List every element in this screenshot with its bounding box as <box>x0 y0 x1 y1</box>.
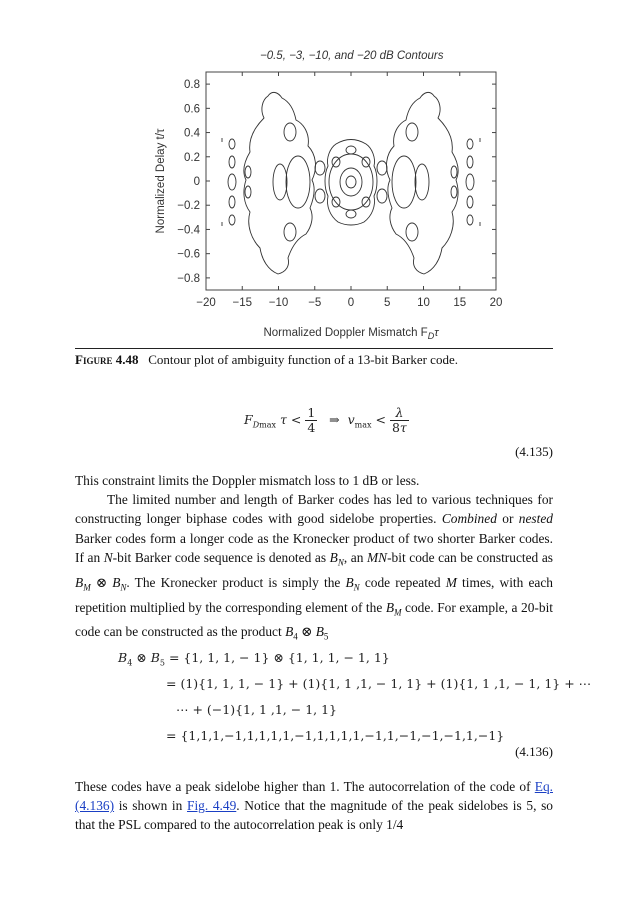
contour-ring <box>406 123 418 141</box>
contour-ring <box>377 161 387 175</box>
x-tick-label: −20 <box>196 297 216 309</box>
contour-ring <box>228 174 236 190</box>
plot-frame <box>206 72 496 290</box>
contour-ring <box>284 123 296 141</box>
equation-4-135: $F_{Dmax}$ τ < $\frac{1}{4}$ ⇒ $v_{max}$ < $\frac{\lambda}{8\tau}$ <box>244 405 407 435</box>
paragraph: This constraint limits the Doppler mismatch loss to 1 dB or less. <box>75 473 420 488</box>
contour-ring <box>229 215 235 225</box>
contour-central <box>325 140 377 226</box>
caption-rule <box>75 348 553 349</box>
y-tick-label: 0.6 <box>184 103 200 116</box>
contour-ring <box>229 196 235 208</box>
x-tick-label: 15 <box>453 297 467 309</box>
contour-ring <box>315 189 325 203</box>
equation-number: (4.135) <box>515 444 553 459</box>
caption-label: Figure 4.48 <box>75 352 139 367</box>
body-text <box>75 777 553 835</box>
x-tick-label: 10 <box>417 297 430 309</box>
equation-4-136-line1: $B_4$ ⊗ $B_5 = \{1$, 1, 1, − 1} ⊗ {1, 1, 1, − 1, 1} <box>118 650 390 668</box>
contour-ring <box>346 176 356 188</box>
contour-ring <box>406 223 418 241</box>
contour-ring <box>346 146 356 154</box>
figure-title: −0.5, −3, −10, and −20 dB Contours <box>260 50 444 62</box>
contour-ring <box>229 156 235 168</box>
equation-number: (4.136) <box>515 744 553 759</box>
equation-link[interactable]: Eq. (4.136) <box>75 779 553 814</box>
contour-ring <box>451 186 457 198</box>
contour-ring <box>340 168 362 196</box>
axis-ticks <box>177 72 502 309</box>
equation-4-136-line4: = {1,1,1,−1,1,1,1,1,−1,1,1,1,1,−1,1,−1,−1,−1,1,−1} <box>166 728 505 743</box>
y-tick-label: 0.4 <box>184 127 200 140</box>
x-tick-label: −15 <box>232 297 253 309</box>
x-tick-label: 20 <box>489 297 503 309</box>
y-tick-label: −0.8 <box>177 272 200 285</box>
x-axis-label: Normalized Doppler Mismatch $F_D\tau$ <box>263 327 439 341</box>
figure-link[interactable]: Fig. 4.49 <box>187 798 237 814</box>
contour-ring <box>245 166 251 178</box>
contour-ring <box>245 186 251 198</box>
caption-text: Contour plot of ambiguity function of a 13-bit Barker code. <box>148 352 458 367</box>
contour-ring <box>329 154 373 210</box>
y-tick-label: −0.2 <box>177 200 200 213</box>
contour-ring <box>467 215 473 225</box>
x-tick-label: −10 <box>268 297 289 309</box>
equation-4-136-line3: ⋯ + (−1){1, 1 ,1, − 1, 1} <box>176 702 338 717</box>
contour-ring <box>286 156 310 208</box>
paragraph: The limited number and length of Barker codes has led to various techniques for constructing longer biphase codes with good sidelobe properties. Combined or nested Barker codes form a longer code as the Kronecker product of two shorter Barker codes. If an N-bit Barker code sequence is denoted as $B_N$, an MN-bit code can be constructed as $B_M$ ⊗ $B_N$. The Kronecker product is simply the $B_N$ code repeated M times, with each repetition multiplied by the corresponding element of the $B_M$ code. For example, a 20-bit code can be constructed as the product $B_4$ ⊗ $B_5$ <box>75 492 554 643</box>
y-axis-label: Normalized Delay t/τ <box>155 128 167 234</box>
contour-ring <box>229 139 235 149</box>
contour-ring <box>315 161 325 175</box>
contour-ring <box>467 156 473 168</box>
x-tick-label: 5 <box>384 297 391 309</box>
contour-ring <box>284 223 296 241</box>
x-tick-label: 0 <box>347 297 355 309</box>
y-tick-label: −0.4 <box>177 224 200 237</box>
figure-caption <box>75 352 458 368</box>
y-tick-label: 0 <box>193 176 200 188</box>
y-tick-label: 0.8 <box>184 79 200 92</box>
y-tick-label: −0.6 <box>177 248 200 261</box>
contour-figure <box>150 40 510 345</box>
contour-outer-right <box>387 92 459 274</box>
paragraph: These codes have a peak sidelobe higher than 1. The autocorrelation of the code of Eq. (4.136) is shown in Fig. 4.49. Notice that the magnitude of the peak sidelobes is 5, so that the PSL compared to the autocorrelation peak is only 1/4 <box>75 779 553 833</box>
x-tick-label: −5 <box>308 297 322 309</box>
equation-4-136-line2: = (1){1, 1, 1, − 1} + (1){1, 1 ,1, − 1, 1} + (1){1, 1 ,1, − 1, 1} + ⋯ <box>166 676 592 691</box>
y-tick-label: 0.2 <box>184 151 200 164</box>
contour-outer-left <box>244 92 316 274</box>
contour-lines <box>222 92 480 274</box>
contour-ring <box>466 174 474 190</box>
contour-ring <box>273 164 287 200</box>
contour-ring <box>467 139 473 149</box>
body-text <box>75 471 553 647</box>
contour-ring <box>451 166 457 178</box>
contour-ring <box>467 196 473 208</box>
contour-ring <box>346 210 356 218</box>
contour-plot <box>150 40 510 345</box>
contour-ring <box>392 156 416 208</box>
contour-ring <box>415 164 429 200</box>
contour-ring <box>377 189 387 203</box>
